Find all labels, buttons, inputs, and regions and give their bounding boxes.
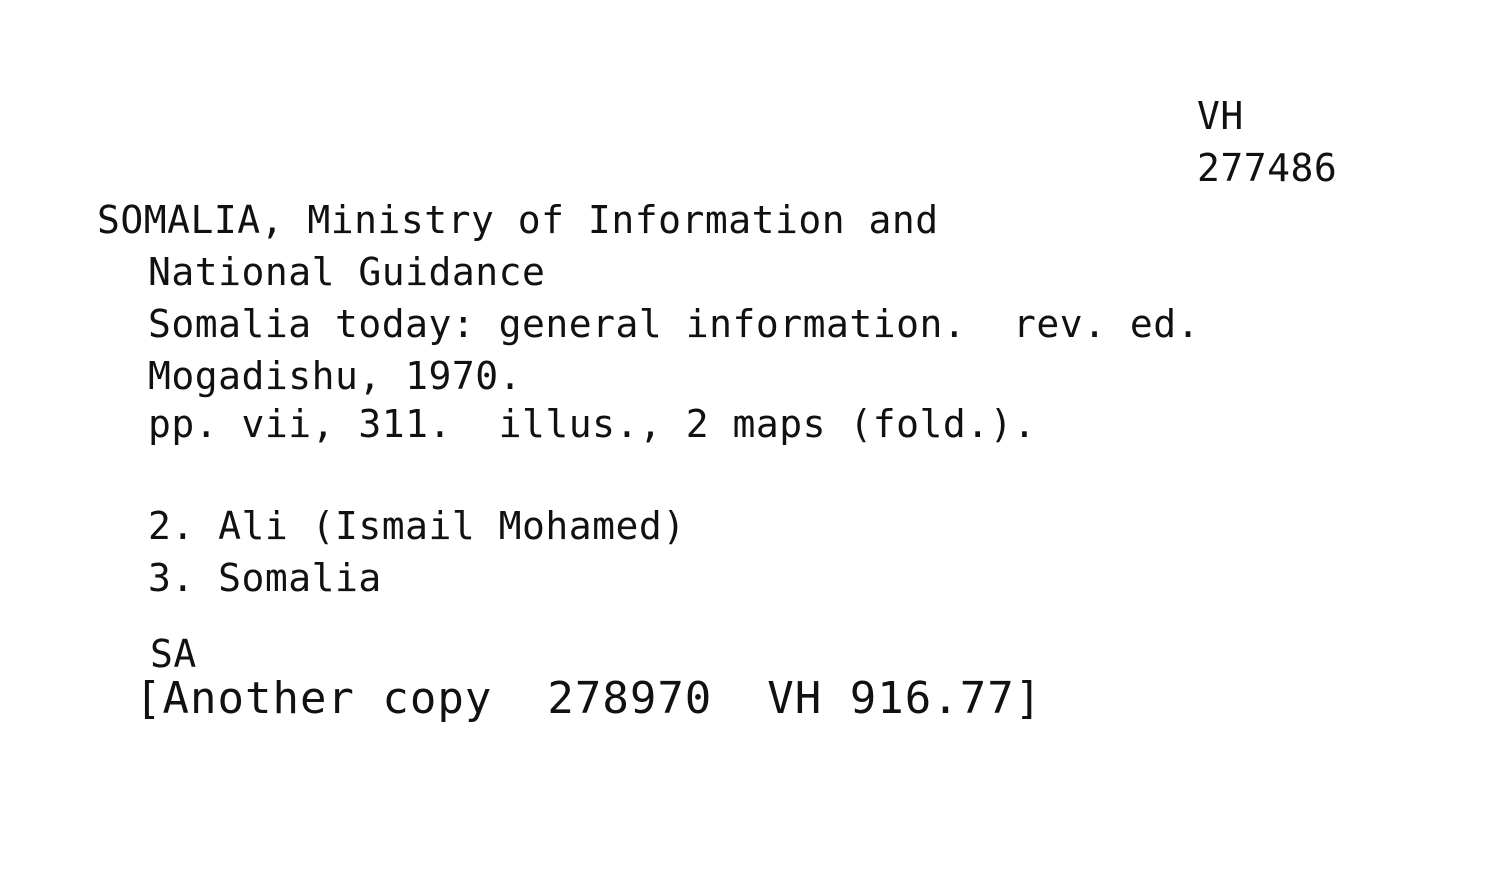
call-number-prefix: VH — [1197, 94, 1244, 138]
another-copy-note: [Another copy 278970 VH 916.77] — [135, 673, 1043, 724]
title-statement: Somalia today: general information. rev. ed. — [148, 302, 1201, 346]
author-heading-line1: SOMALIA, Ministry of Information and — [97, 198, 939, 242]
call-number: 277486 — [1197, 146, 1338, 190]
tracing-item: 3. Somalia — [148, 556, 382, 600]
tracing-item: 2. Ali (Ismail Mohamed) — [148, 504, 686, 548]
location-code: SA — [150, 632, 197, 676]
author-heading-line2: National Guidance — [148, 250, 546, 294]
collation: pp. vii, 311. illus., 2 maps (fold.). — [148, 402, 1037, 446]
imprint: Mogadishu, 1970. — [148, 354, 523, 398]
